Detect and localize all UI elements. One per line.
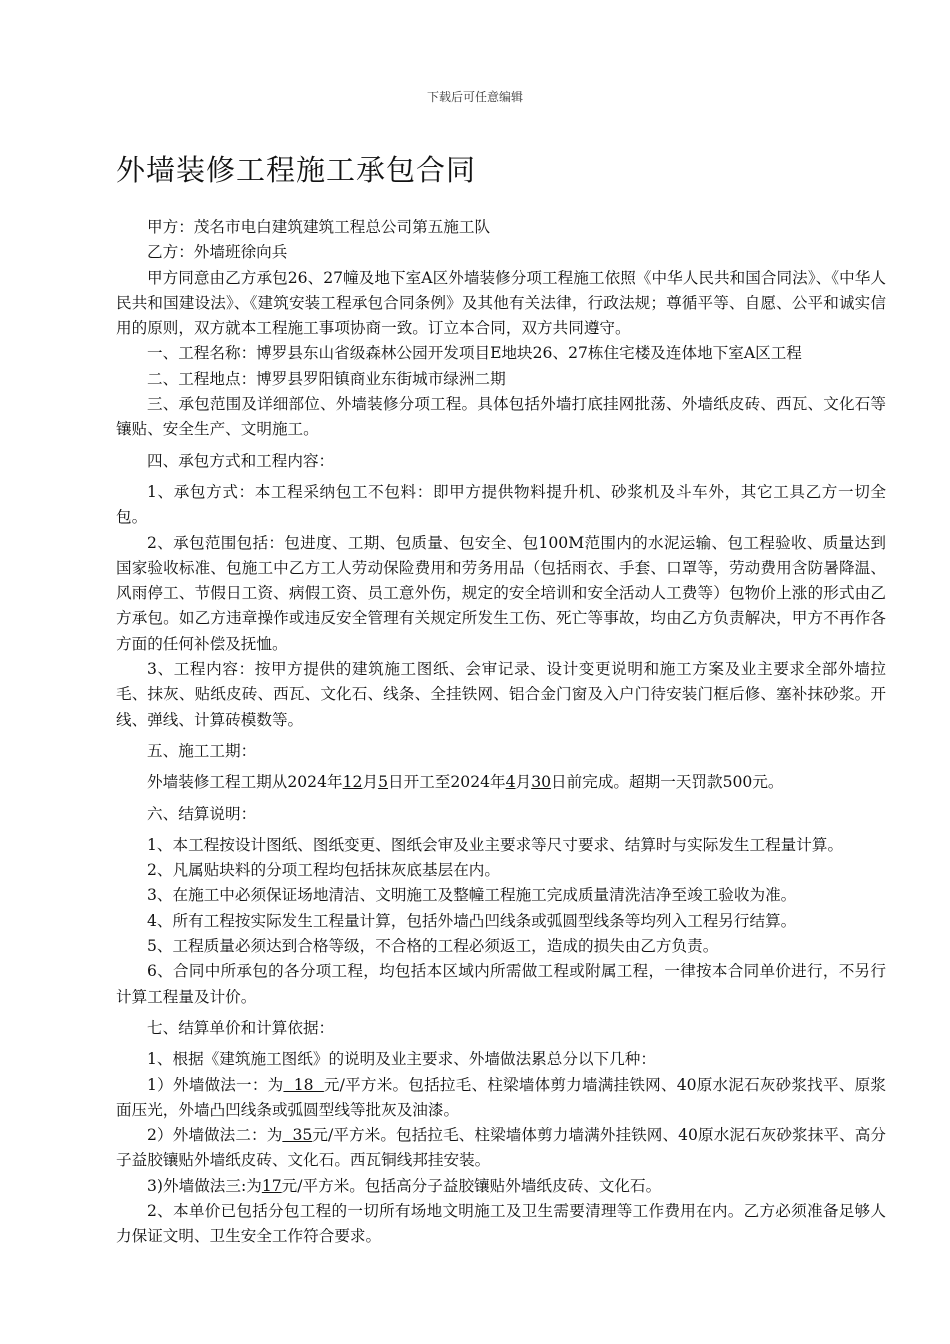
section-scope: 三、承包范围及详细部位、外墙装修分项工程。具体包括外墙打底挂网批荡、外墙纸皮砖、西瓦、文化石等镶贴、安全生产、文明施工。: [116, 395, 886, 439]
end-month: 4: [505, 773, 516, 792]
header-note: 下载后可任意编辑: [426, 90, 523, 104]
clause-7-1: 1、根据《建筑施工图纸》的说明及业主要求、外墙做法累总分以下几种：: [147, 1050, 656, 1069]
method-1-price: 18: [283, 1075, 324, 1094]
clause-6-4: 4、所有工程按实际发生工程量计算，包括外墙凸凹线条或弧圆型线条等均列入工程另行结算。: [147, 911, 797, 930]
start-day: 5: [378, 773, 388, 792]
page-title: 外墙装修工程施工承包合同: [116, 153, 477, 187]
clause-7-2: 2、本单价已包括分包工程的一切所有场地文明施工及卫生需要清理等工作费用在内。乙方必须准备足够人力保证文明、卫生安全工作符合要求。: [116, 1201, 886, 1246]
schedule-text: 外墙装修工程工期从2024年12月5日开工至2024年4月30日前完成。超期一天罚款500元。: [147, 773, 784, 792]
clause-4-1: 1、承包方式：本工程采纳包工不包料：即甲方提供物料提升机、砂浆机及斗车外，其它工具乙方一切全包。: [116, 482, 886, 527]
clause-6-2: 2、凡属贴块料的分项工程均包括抹灰底基层在内。: [147, 861, 500, 880]
method-2-price: 35: [282, 1126, 313, 1145]
end-day: 30: [531, 773, 552, 792]
clause-4-3: 3、工程内容：按甲方提供的建筑施工图纸、会审记录、设计变更说明和施工方案及业主要求全部外墙拉毛、抹灰、贴纸皮砖、西瓦、文化石、线条、全挂铁网、铝合金门窗及入户门待安装门框后修、塞补抹砂浆。开线、弹线、计算砖模数等。: [116, 660, 886, 729]
section-contract-method: 四、承包方式和工程内容：: [147, 451, 335, 470]
clause-6-6: 6、合同中所承包的各分项工程，均包括本区域内所需做工程或附属工程，一律按本合同单价进行，不另行计算工程量及计价。: [116, 962, 886, 1006]
clause-4-2: 2、承包范围包括：包进度、工期、包质量、包安全、包100M范围内的水泥运输、包工程验收、质量达到国家验收标准、包施工中乙方工人劳动保险费用和劳务用品（包括雨衣、手套、口罩等，劳动费用含防暑降温、风雨停工、节假日工资、病假工资、员工意外伤，规定的安全培训和安全活动人工费等）包物价上涨的形式由乙方承包。如乙方违章操作或违反安全管理有关规定所发生工伤、死亡等事故，均由乙方负责解决，甲方不再作各方面的任何补偿及抚恤。: [116, 533, 886, 653]
method-2: 2）外墙做法二：为 35元/平方米。包括拉毛、柱梁墙体剪力墙满外挂铁网、40原水泥石灰砂浆抹平、高分子益胶镶贴外墙纸皮砖、文化石。西瓦铜线邦挂安装。: [116, 1126, 887, 1170]
method-3-price: 17: [261, 1176, 282, 1195]
section-schedule: 五、施工工期：: [147, 741, 257, 760]
method-1: 1）外墙做法一：为 18 元/平方米。包括拉毛、柱梁墙体剪力墙满挂铁网、40原水泥石灰砂浆找平、原浆面压光，外墙凸凹线条或弧圆型线等批灰及油漆。: [116, 1075, 886, 1119]
start-month: 12: [342, 773, 363, 792]
party-a: 甲方：茂名市电白建筑建筑工程总公司第五施工队: [147, 218, 491, 236]
clause-6-3: 3、在施工中必须保证场地清洁、文明施工及整幢工程施工完成质量清洗洁净至竣工验收为准。: [147, 886, 797, 905]
clause-6-1: 1、本工程按设计图纸、图纸变更、图纸会审及业主要求等尺寸要求、结算时与实际发生工程量计算。: [147, 835, 844, 854]
section-unit-price: 七、结算单价和计算依据：: [147, 1018, 335, 1037]
section-settlement: 六、结算说明：: [147, 804, 257, 823]
party-b: 乙方：外墙班徐向兵: [147, 243, 288, 262]
intro-paragraph: 甲方同意由乙方承包26、27幢及地下室A区外墙装修分项工程施工依照《中华人民共和国合同法》、《中华人民共和国建设法》、《建筑安装工程承包合同条例》及其他有关法律，行政法规；尊循平等、自愿、公平和诚实信用的原则，双方就本工程施工事项协商一致。订立本合同，双方共同遵守。: [116, 268, 886, 338]
contract-body: [116, 215, 886, 1250]
method-3: 3)外墙做法三:为17元/平方米。包括高分子益胶镶贴外墙纸皮砖、文化石。: [147, 1176, 662, 1195]
section-project-location: 二、工程地点：博罗县罗阳镇商业东街城市绿洲二期: [147, 369, 506, 388]
clause-6-5: 5、工程质量必须达到合格等级，不合格的工程必须返工，造成的损失由乙方负责。: [147, 937, 719, 956]
section-project-name: 一、工程名称：博罗县东山省级森林公园开发项目E地块26、27栋住宅楼及连体地下室A区工程: [147, 344, 802, 363]
